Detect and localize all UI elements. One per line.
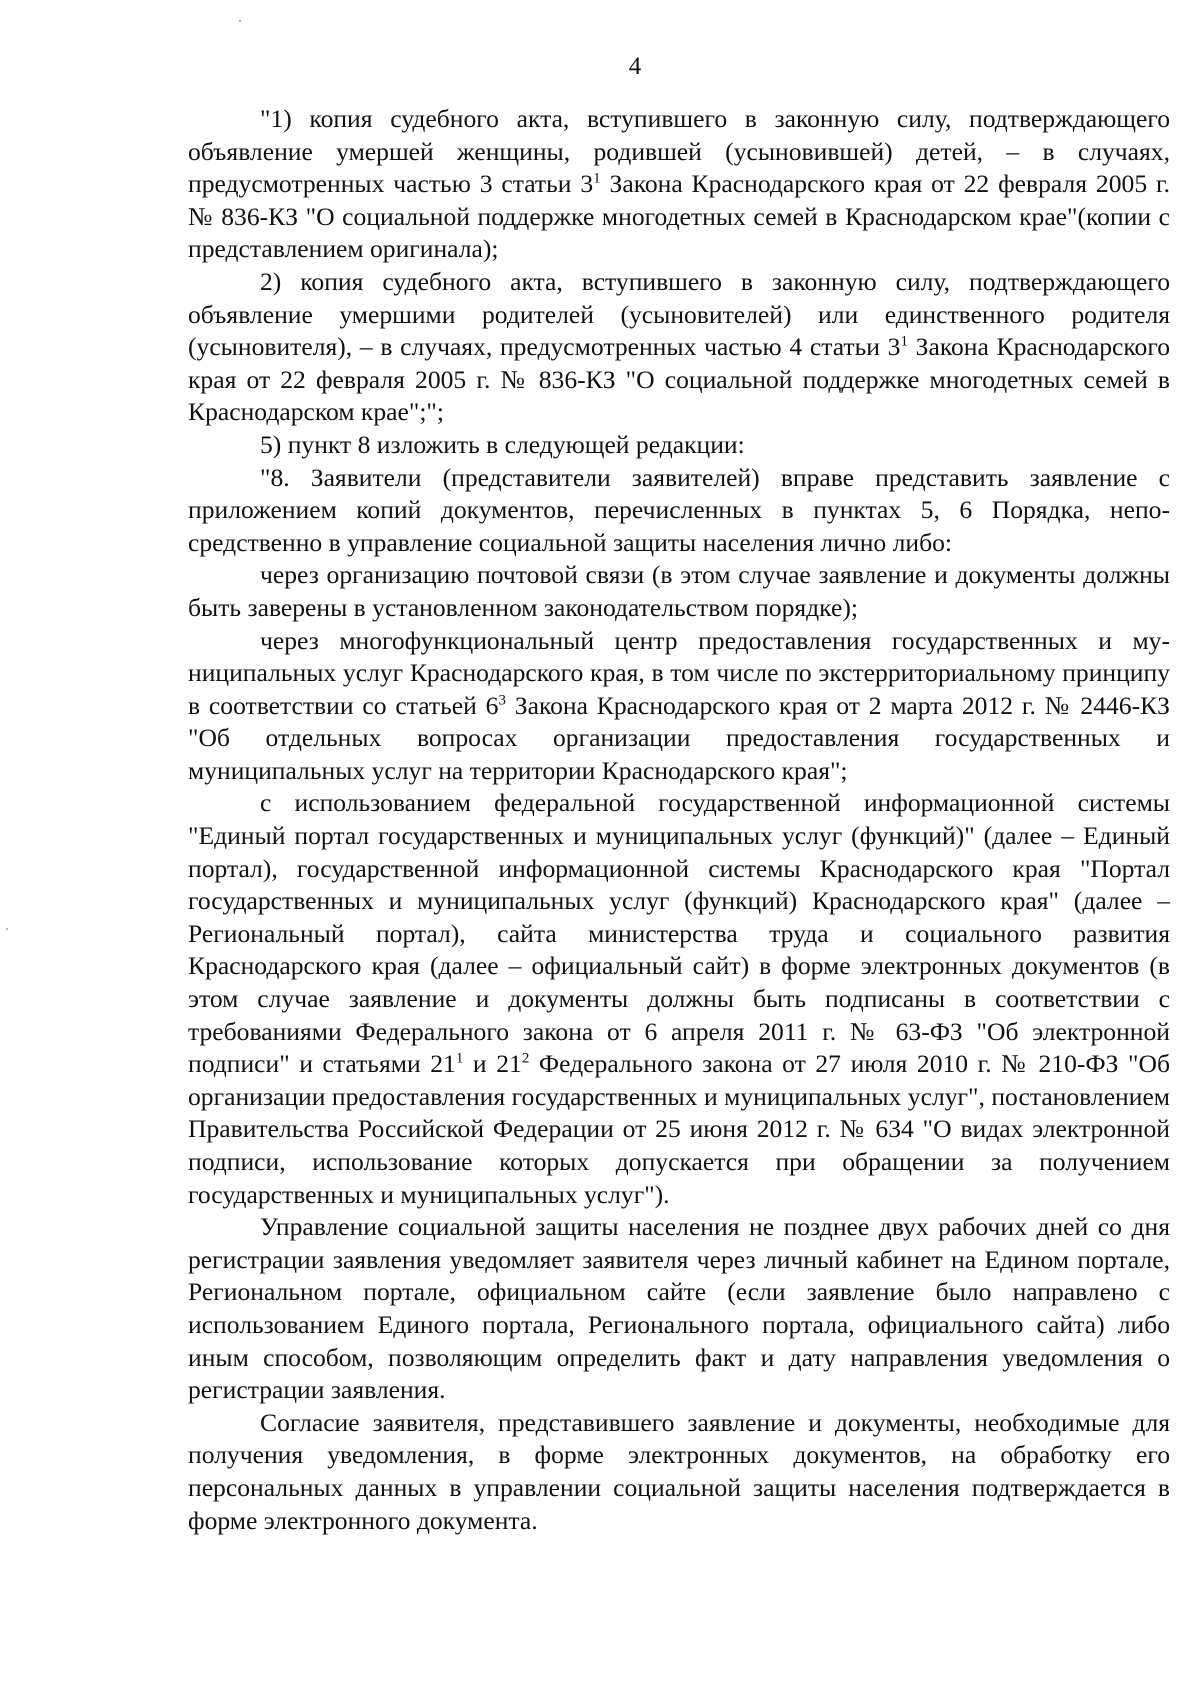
paragraph-text: с использованием федеральной государственной информационной системы "Единый портал государственных и муниципальных услуг (функций)" (далее – Единый портал), государственной информационной системы Краснодарского края "Портал государственных и муниципальных услуг (функций) Краснодарского края" (далее – Региональный портал), сайта министерства труда и социального развития Краснодарского края (далее – официальный сайт) в форме электронных документов (в этом случае заявление и документы должны быть подписаны в соответствии с требованиями Федерального закона от 6 апреля 2011 г. № 63-ФЗ "Об электронной подписи" и статьями 21 <box>188 788 1170 1079</box>
superscript-index: 3 <box>498 692 506 709</box>
para-mfc <box>188 625 1170 788</box>
document-body <box>188 103 1170 1537</box>
page-number: 4 <box>628 53 642 80</box>
paragraph-text: Закона Краснодарского края от 22 февраля 2005 г. № 836-КЗ "О социальной поддержке многодетных семей в Краснодарском крае";"; <box>188 332 1170 427</box>
paragraph-text: через организацию почтовой связи (в этом случае заявление и документы должны быть заверены в установленном законодательством порядке); <box>188 560 1170 622</box>
para-item-5 <box>188 429 1170 462</box>
scan-speck <box>239 20 241 22</box>
paragraph-text: Закона Краснодарского края от 22 февраля 2005 г. № 836-КЗ "О социальной поддержке многодетных семей в Краснодарском крае"(копии с представлением оригинала); <box>188 169 1170 264</box>
paragraph-text: "1) копия судебного акта, вступившего в законную силу, подтверждающего объявление умершей женщины, родившей (усыновившей) детей, – в случаях, предусмотренных частью 3 статьи 3 <box>188 104 1170 199</box>
scan-speck <box>6 928 8 930</box>
para-clause-8 <box>188 462 1170 560</box>
superscript-index: 1 <box>900 333 908 350</box>
paragraph-text: и 21 <box>463 1049 522 1079</box>
para-portal <box>188 787 1170 1211</box>
para-item-1 <box>188 103 1170 266</box>
superscript-index: 1 <box>455 1050 464 1067</box>
paragraph-text: 5) пункт 8 изложить в следующей редакции: <box>260 429 745 459</box>
para-notify <box>188 1211 1170 1407</box>
superscript-index: 1 <box>593 170 601 187</box>
paragraph-text: "8. Заявители (представители заявителей) вправе представить заявление с приложением копий документов, перечисленных в пунктах 5, 6 Порядка, непосредственно в управление социальной защиты населения лично либо: <box>188 462 1170 557</box>
para-consent <box>188 1407 1170 1537</box>
paragraph-text: Согласие заявителя, представившего заявление и документы, необходимые для получения уведомления, в форме электронных документов, на обработку его персональных данных в управлении социальной защиты населения подтверждается в форме электронного документа. <box>188 1407 1170 1535</box>
para-item-2 <box>188 266 1170 429</box>
paragraph-text: Управление социальной защиты населения не позднее двух рабочих дней со дня регистрации заявления уведомляет заявителя через личный кабинет на Едином портале, Региональном портале, официальном сайте (если заявление было направлено с использованием Единого портала, Регионального портала, официального сайта) либо иным способом, позволяющим определить факт и дату направления уведомления о регистрации заявления. <box>188 1212 1170 1405</box>
paragraph-text: 2) копия судебного акта, вступившего в законную силу, подтверждающего объявление умершими родителей (усыновителей) или единственного родителя (усыновителя), – в случаях, предусмотренных частью 4 статьи 3 <box>188 266 1170 362</box>
superscript-index: 2 <box>521 1050 530 1067</box>
paragraph-text: Федерального закона от 27 июля 2010 г. № 210-ФЗ "Об организации предоставления государственных и муниципальных услуг", постановлением Правительства Российской Федерации от 25 июня 2012 г. № 634 "О видах электронной подписи, использование которых допускается при обращении за получением государственных и муниципальных услуг"). <box>188 1049 1170 1209</box>
paragraph-text: через многофункциональный центр предоставления государственных и муниципальных услуг Краснодарского края, в том числе по экстерриториальному принципу в соответствии со статьей 6 <box>188 625 1170 720</box>
paragraph-text: Закона Краснодарского края от 2 марта 2012 г. № 2446-КЗ "Об отдельных вопросах организации предоставления государственных и муниципальных услуг на территории Краснодарского края"; <box>188 690 1171 785</box>
para-post <box>188 559 1170 624</box>
